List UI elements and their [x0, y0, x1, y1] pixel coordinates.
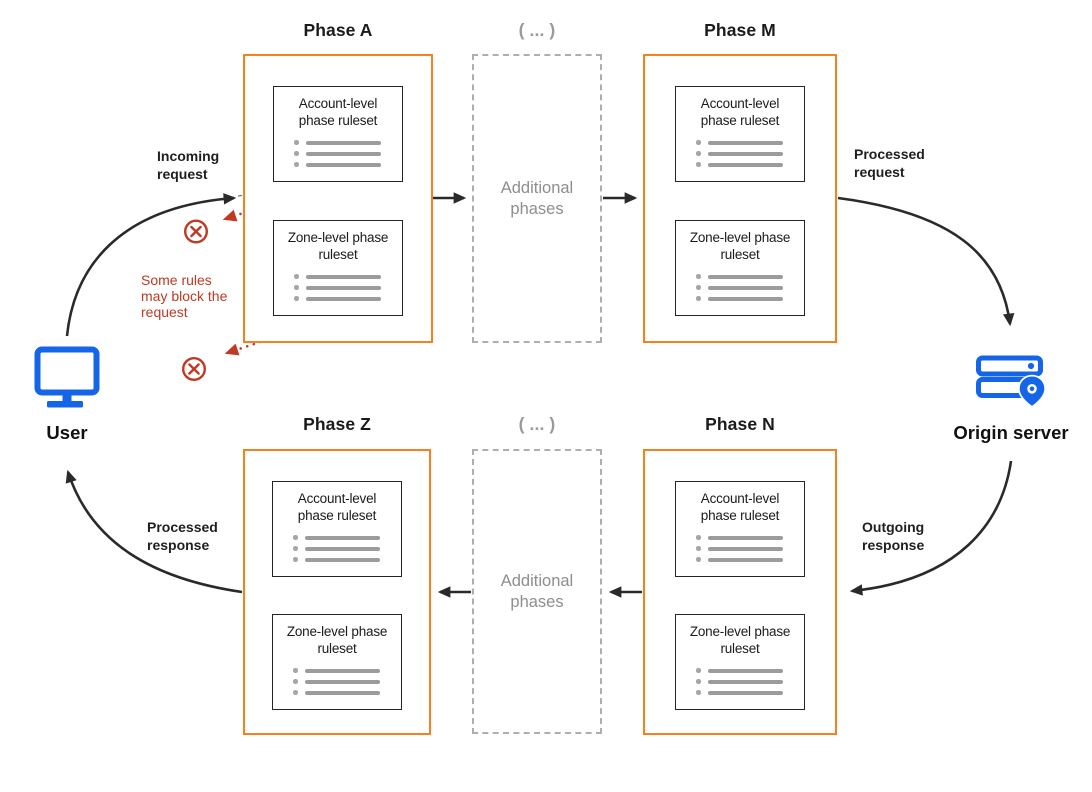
rule-bullet: [294, 285, 299, 290]
rule-bullet: [696, 557, 701, 562]
rule-line: [305, 536, 380, 540]
phase-z-title: Phase Z: [303, 414, 371, 434]
ruleset-card-zone: [675, 614, 805, 710]
rule-row: [293, 554, 401, 565]
rule-bullet: [696, 535, 701, 540]
ruleset-title: Account-level phase ruleset: [700, 491, 780, 523]
rule-line: [305, 680, 380, 684]
additional-phases-label: Additional phases: [500, 571, 574, 611]
additional-phases-label: Additional phases: [500, 178, 574, 218]
rule-bullet: [294, 151, 299, 156]
block-note: Some rules may block the request: [141, 272, 228, 320]
rule-bullet: [294, 274, 299, 279]
rule-bullet: [696, 668, 701, 673]
rule-bullet: [696, 274, 701, 279]
rule-row: [696, 676, 804, 687]
incoming-request-label: Incoming request: [157, 148, 220, 182]
origin-server-label: Origin server: [953, 422, 1069, 443]
processed-request-label: Processed request: [854, 146, 925, 180]
rule-list: [294, 137, 402, 170]
rule-row: [293, 665, 401, 676]
ruleset-card-account: [272, 481, 402, 577]
rule-line: [306, 141, 381, 145]
rule-line: [708, 141, 783, 145]
rule-line: [708, 536, 783, 540]
rule-line: [708, 691, 783, 695]
rule-bullet: [293, 679, 298, 684]
rule-line: [305, 669, 380, 673]
rule-line: [306, 286, 381, 290]
rule-bullet: [696, 151, 701, 156]
rule-row: [696, 293, 804, 304]
processed-request-arrow: [838, 198, 1010, 324]
rule-list: [696, 532, 804, 565]
additional-phases-ellipsis-bottom: ( ... ): [518, 414, 556, 434]
rule-row: [293, 687, 401, 698]
ruleset-card-account: [675, 481, 805, 577]
ruleset-card-zone: [273, 220, 403, 316]
rule-line: [708, 297, 783, 301]
rule-line: [708, 680, 783, 684]
ruleset-title: Zone-level phase ruleset: [689, 624, 791, 656]
processed-response-label: Processed response: [147, 519, 218, 553]
ruleset-title: Account-level phase ruleset: [298, 96, 378, 128]
rule-row: [696, 687, 804, 698]
phase-a-box: [243, 54, 433, 343]
rule-row: [293, 543, 401, 554]
ruleset-card-account: [675, 86, 805, 182]
rule-bullet: [696, 162, 701, 167]
phase-m-box: [643, 54, 837, 343]
rule-line: [305, 547, 380, 551]
ruleset-title: Account-level phase ruleset: [700, 96, 780, 128]
rule-bullet: [294, 162, 299, 167]
user-label: User: [46, 422, 88, 443]
rule-bullet: [696, 285, 701, 290]
rule-line: [306, 163, 381, 167]
circled-x-icon: [183, 358, 205, 380]
rule-list: [293, 665, 401, 698]
ruleset-card-zone: [272, 614, 402, 710]
rule-line: [708, 152, 783, 156]
phase-m-title: Phase M: [704, 20, 776, 40]
ruleset-card-account: [273, 86, 403, 182]
rule-list: [696, 137, 804, 170]
rule-bullet: [696, 296, 701, 301]
rule-row: [696, 137, 804, 148]
rule-row: [294, 148, 402, 159]
rule-row: [294, 282, 402, 293]
rule-line: [305, 558, 380, 562]
rule-line: [306, 297, 381, 301]
rule-row: [294, 271, 402, 282]
outgoing-response-label: Outgoing response: [862, 519, 925, 553]
rule-list: [696, 665, 804, 698]
rule-row: [696, 665, 804, 676]
rule-row: [696, 554, 804, 565]
ruleset-title: Zone-level phase ruleset: [286, 624, 388, 656]
rule-row: [294, 159, 402, 170]
rule-line: [708, 286, 783, 290]
rule-bullet: [696, 679, 701, 684]
rule-line: [306, 275, 381, 279]
rule-bullet: [696, 546, 701, 551]
monitor-icon: [34, 346, 100, 410]
rule-list: [294, 271, 402, 304]
rule-bullet: [294, 140, 299, 145]
rule-bullet: [293, 668, 298, 673]
phase-n-title: Phase N: [705, 414, 775, 434]
rule-bullet: [294, 296, 299, 301]
rule-bullet: [696, 690, 701, 695]
rule-row: [696, 532, 804, 543]
rule-row: [696, 543, 804, 554]
ruleset-card-zone: [675, 220, 805, 316]
rule-row: [293, 532, 401, 543]
circled-x-icon: [185, 221, 207, 243]
rule-line: [708, 669, 783, 673]
phase-n-box: [643, 449, 837, 735]
rule-line: [708, 163, 783, 167]
server-location-pin-icon: [976, 355, 1046, 409]
rule-line: [708, 547, 783, 551]
ruleset-title: Account-level phase ruleset: [297, 491, 377, 523]
ruleset-title: Zone-level phase ruleset: [287, 230, 389, 262]
phase-z-box: [243, 449, 431, 735]
rule-row: [696, 271, 804, 282]
additional-phases-box-top: [472, 54, 602, 343]
additional-phases-box-bottom: [472, 449, 602, 734]
rule-bullet: [696, 140, 701, 145]
rule-bullet: [293, 546, 298, 551]
additional-phases-ellipsis-top: ( ... ): [518, 20, 556, 40]
rule-row: [696, 159, 804, 170]
rule-row: [696, 282, 804, 293]
rule-bullet: [293, 690, 298, 695]
rule-line: [708, 558, 783, 562]
rule-line: [708, 275, 783, 279]
rule-bullet: [293, 557, 298, 562]
rule-row: [294, 137, 402, 148]
rule-list: [293, 532, 401, 565]
rule-bullet: [293, 535, 298, 540]
rule-line: [305, 691, 380, 695]
rule-list: [696, 271, 804, 304]
ruleset-title: Zone-level phase ruleset: [689, 230, 791, 262]
rule-row: [696, 148, 804, 159]
phase-a-title: Phase A: [303, 20, 373, 40]
rule-row: [293, 676, 401, 687]
rule-row: [294, 293, 402, 304]
rule-line: [306, 152, 381, 156]
